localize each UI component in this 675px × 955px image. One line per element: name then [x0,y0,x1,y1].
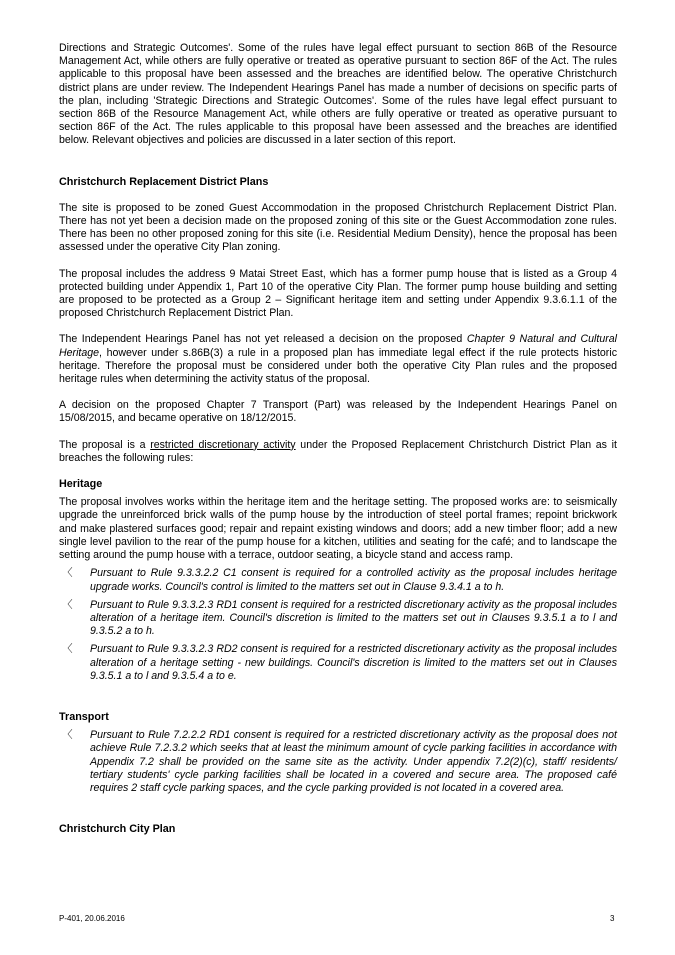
intro-paragraph: Directions and Strategic Outcomes'. Some of the rules have legal effect pursuant to section 86B of the Resource Management Act, while others are fully operative or treated as operative pursuant to section 86F of the Act. The rules applicable to this proposal have been assessed and the breaches are identified below. The operative Christchurch district plans are under review. The Independent Hearings Panel has made a number of decisions on specific parts of the plan, including 'Strategic Directions and Strategic Outcomes'. Some of the rules have legal effect pursuant to section 86B of the Resource Management Act, while others are fully operative or treated as operative pursuant to section 86F of the Act. The rules applicable to this proposal have been assessed and the breaches are identified below. Relevant objectives and policies are discussed in a later section of this report. [59,42,617,147]
bullet-icon: 〈 [62,643,73,656]
list-item [59,567,617,593]
chapter-title: Chapter 9 Natural and Cultural Heritage [59,333,617,359]
heading-city-plan: Christchurch City Plan [59,823,176,836]
footer-reference: P-401, 20.06.2016 [59,914,125,923]
text-fragment: under the Proposed Replacement Christchurch District Plan as it breaches the following rules: [59,438,617,464]
paragraph-pump-house: The proposal includes the address 9 Matai Street East, which has a former pump house that is listed as a Group 4 protected building under Appendix 1, Part 10 of the operative City Plan. The former pump house building and setting are proposed to be protected as a Group 2 – Significant heritage item and setting under Appendix 9.3.6.1.1 of the proposed Christchurch Replacement District Plan. [59,267,617,320]
paragraph-heritage-decision [59,333,617,386]
list-item [59,599,617,639]
text-fragment: The Independent Hearings Panel has not yet released a decision on the proposed [59,333,467,346]
document-page [59,42,617,836]
paragraph-transport-decision: A decision on the proposed Chapter 7 Transport (Part) was released by the Independent Hearings Panel on 15/08/2015, and became operative on 18/12/2015. [59,399,617,425]
list-item [59,643,617,683]
activity-status-term: restricted discretionary activity [150,438,296,451]
list-item-text: Pursuant to Rule 9.3.3.2.3 RD2 consent is required for a restricted discretionary activity as the proposal includes alteration of a heritage setting - new buildings. Council's discretion is limited to the matters set out in Clauses 9.3.5.1 a to l and 9.3.5.4 a to e. [90,643,617,682]
section-heading-replacement-plans: Christchurch Replacement District Plans [59,175,269,188]
text-fragment: , however under s.86B(3) a rule in a proposed plan has immediate legal effect if the rule protects historic heritage. Therefore the proposal must be considered under both the operative City Plan rules and the proposed heritage rules when determining the activity status of the proposal. [59,346,617,386]
paragraph-activity-status [59,439,617,465]
heading-heritage: Heritage [59,478,103,491]
bullet-icon: 〈 [62,598,73,611]
page-number: 3 [610,914,615,923]
list-item [59,729,617,795]
bullet-icon: 〈 [62,729,73,742]
list-item-text: Pursuant to Rule 9.3.3.2.2 C1 consent is required for a controlled activity as the proposal includes heritage upgrade works. Council's control is limited to the matters set out in Clause 9.3.4.1 a to h. [90,567,617,593]
paragraph-heritage-works: The proposal involves works within the heritage item and the heritage setting. The proposed works are: to seismically upgrade the unreinforced brick walls of the pump house by the introduction of steel portal frames; repoint brickwork and make plastered surfaces good; repair and repaint existing windows and doors; add a new timber floor; add a new single level pavilion to the rear of the pump house for a kitchen, utilities and seating for the café; and to landscape the setting around the pump house with a terrace, outdoor seating, a bicycle stand and access ramp. [59,496,617,562]
list-item-text: Pursuant to Rule 9.3.3.2.3 RD1 consent is required for a restricted discretionary activity as the proposal includes alteration of a heritage item. Council's discretion is limited to the matters set out in Clauses 9.3.5.1 a to l and 9.3.5.2 a to h. [90,598,617,638]
text-fragment: The proposal is a [59,438,151,451]
list-item-text: Pursuant to Rule 7.2.2.2 RD1 consent is required for a restricted discretionary activity as the proposal does not achieve Rule 7.2.3.2 which seeks that at least the minimum amount of cycle parking facilities in accordance with Appendix 7.2 shall be provided on the same site as the activity. Under appendix 7.2(2)(c), staff/ residents/ tertiary students' cycle parking facilities shall be located in a covered and secure area. The proposed café requires 2 staff cycle parking spaces, and the cycle parking provided is not located in a covered area. [90,729,617,794]
paragraph-zoning: The site is proposed to be zoned Guest Accommodation in the proposed Christchurch Replacement District Plan. There has not yet been a decision made on the proposed zoning of this site or the Guest Accommodation zone rules. There has been no other proposed zoning for this site (i.e. Residential Medium Density), hence the proposal has been assessed under the operative City Plan zoning. [59,201,617,254]
heading-transport: Transport [59,710,109,723]
bullet-icon: 〈 [62,567,73,580]
